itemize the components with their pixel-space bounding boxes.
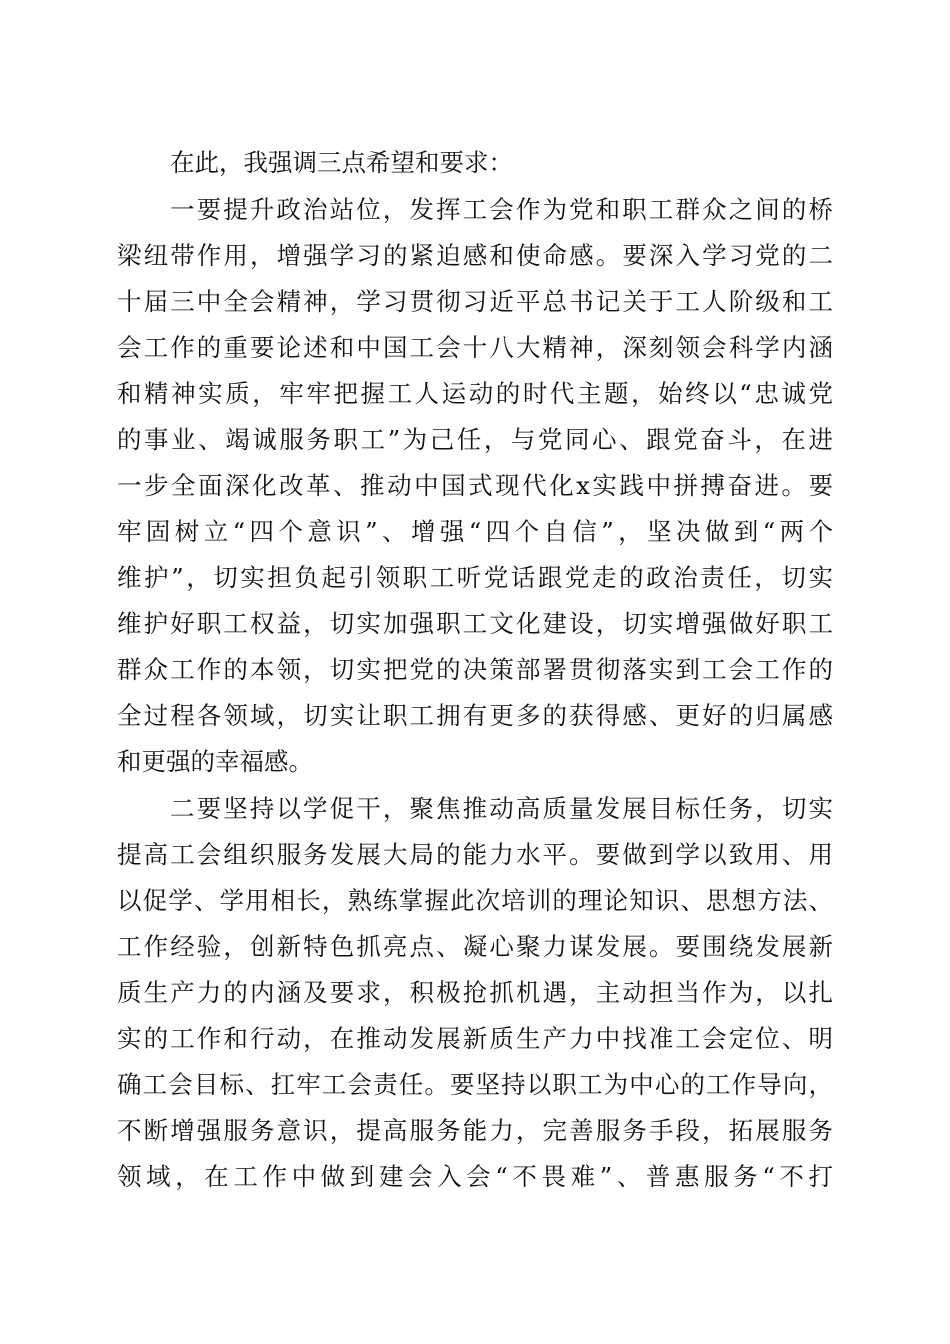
- paragraph-2-line: 质生产力的内涵及要求，积极抢抓机遇，主动担当作为，以扎: [117, 978, 833, 1007]
- paragraph-1-line: 会工作的重要论述和中国工会十八大精神，深刻领会科学内涵: [117, 333, 833, 362]
- paragraph-1-line: 的事业、竭诚服务职工”为己任，与党同心、跟党奋斗，在进: [117, 425, 833, 454]
- paragraph-1-line: 梁纽带作用，增强学习的紧迫感和使命感。要深入学习党的二: [117, 241, 833, 270]
- paragraph-1-line: 一要提升政治站位，发挥工会作为党和职工群众之间的桥: [170, 195, 833, 224]
- paragraph-1-line: 一步全面深化改革、推动中国式现代化x实践中拼搏奋进。要: [117, 471, 833, 500]
- paragraph-1-line: 维护”，切实担负起引领职工听党话跟党走的政治责任，切实: [117, 563, 833, 592]
- paragraph-2-line: 以促学、学用相长，熟练掌握此次培训的理论知识、思想方法、: [117, 886, 833, 915]
- paragraph-2-line: 二要坚持以学促干，聚焦推动高质量发展目标任务，切实: [170, 794, 833, 823]
- paragraph-1-line: 和更强的幸福感。: [117, 747, 313, 776]
- paragraph-2-line: 不断增强服务意识，提高服务能力，完善服务手段，拓展服务: [117, 1116, 833, 1145]
- paragraph-intro-line: 在此，我强调三点希望和要求：: [170, 148, 513, 177]
- paragraph-1-line: 群众工作的本领，切实把党的决策部署贯彻落实到工会工作的: [117, 655, 833, 684]
- paragraph-1-line: 维护好职工权益，切实加强职工文化建设，切实增强做好职工: [117, 609, 833, 638]
- paragraph-1-line: 和精神实质，牢牢把握工人运动的时代主题，始终以“忠诚党: [117, 379, 833, 408]
- paragraph-1-line: 十届三中全会精神，学习贯彻习近平总书记关于工人阶级和工: [117, 287, 833, 316]
- paragraph-1-line: 牢固树立“四个意识”、增强“四个自信”，坚决做到“两个: [117, 517, 833, 546]
- paragraph-2-line: 实的工作和行动，在推动发展新质生产力中找准工会定位、明: [117, 1024, 833, 1053]
- paragraph-2-line: 提高工会组织服务发展大局的能力水平。要做到学以致用、用: [117, 840, 833, 869]
- paragraph-2-line: 确工会目标、扛牢工会责任。要坚持以职工为中心的工作导向，: [117, 1070, 833, 1099]
- paragraph-2-line: 工作经验，创新特色抓亮点、凝心聚力谋发展。要围绕发展新: [117, 932, 833, 961]
- paragraph-2-line: 领域，在工作中做到建会入会“不畏难”、普惠服务“不打: [117, 1162, 833, 1191]
- paragraph-1-line: 全过程各领域，切实让职工拥有更多的获得感、更好的归属感: [117, 701, 833, 730]
